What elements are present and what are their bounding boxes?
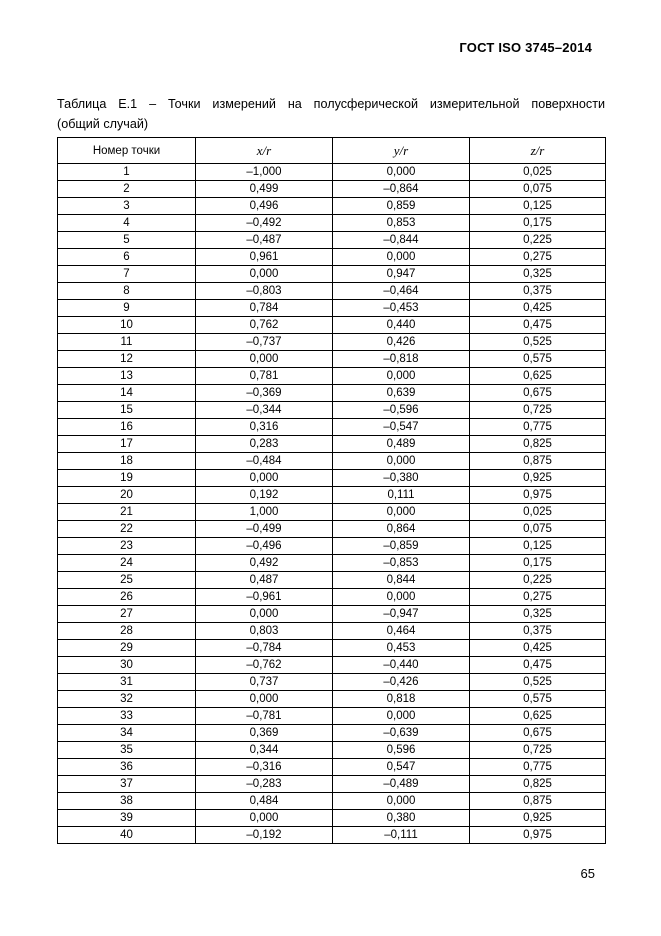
y-r-cell: 0,818 (333, 691, 470, 708)
y-r-cell: –0,864 (333, 181, 470, 198)
x-r-cell: 0,000 (196, 351, 333, 368)
point-number-cell: 15 (58, 402, 196, 419)
x-r-cell: –0,762 (196, 657, 333, 674)
table-row (58, 385, 606, 402)
y-r-cell: –0,596 (333, 402, 470, 419)
y-r-cell: 0,000 (333, 164, 470, 181)
z-r-cell: 0,975 (470, 487, 606, 504)
y-r-cell: 0,000 (333, 453, 470, 470)
x-r-cell: –0,316 (196, 759, 333, 776)
z-r-cell: 0,775 (470, 419, 606, 436)
z-r-cell: 0,075 (470, 521, 606, 538)
y-r-cell: –0,853 (333, 555, 470, 572)
table-row (58, 674, 606, 691)
point-number-cell: 25 (58, 572, 196, 589)
table-row (58, 504, 606, 521)
x-r-cell: –0,283 (196, 776, 333, 793)
point-number-cell: 8 (58, 283, 196, 300)
table-row (58, 419, 606, 436)
z-r-cell: 0,925 (470, 470, 606, 487)
point-number-cell: 31 (58, 674, 196, 691)
x-r-cell: 0,000 (196, 606, 333, 623)
column-header-point-number: Номер точки (58, 138, 196, 164)
z-r-cell: 0,675 (470, 725, 606, 742)
point-number-cell: 34 (58, 725, 196, 742)
y-r-cell: 0,489 (333, 436, 470, 453)
table-row (58, 606, 606, 623)
z-r-cell: 0,675 (470, 385, 606, 402)
table-row (58, 776, 606, 793)
table-row (58, 487, 606, 504)
table-header-row (58, 138, 606, 164)
y-r-cell: 0,596 (333, 742, 470, 759)
point-number-cell: 33 (58, 708, 196, 725)
z-r-cell: 0,775 (470, 759, 606, 776)
standard-header: ГОСТ ISO 3745–2014 (459, 40, 592, 55)
z-r-cell: 0,525 (470, 674, 606, 691)
table-row (58, 793, 606, 810)
point-number-cell: 28 (58, 623, 196, 640)
y-r-cell: –0,464 (333, 283, 470, 300)
table-row (58, 317, 606, 334)
x-r-cell: –0,487 (196, 232, 333, 249)
x-r-cell: 0,762 (196, 317, 333, 334)
table-row (58, 640, 606, 657)
table-row (58, 198, 606, 215)
table-row (58, 300, 606, 317)
z-r-cell: 0,875 (470, 453, 606, 470)
z-r-cell: 0,725 (470, 742, 606, 759)
x-r-cell: –0,369 (196, 385, 333, 402)
x-r-cell: –1,000 (196, 164, 333, 181)
x-r-cell: 0,496 (196, 198, 333, 215)
z-r-cell: 0,625 (470, 708, 606, 725)
x-r-cell: 0,316 (196, 419, 333, 436)
z-r-cell: 0,175 (470, 215, 606, 232)
table-row (58, 266, 606, 283)
y-r-cell: 0,864 (333, 521, 470, 538)
y-r-cell: –0,380 (333, 470, 470, 487)
table-row (58, 283, 606, 300)
point-number-cell: 11 (58, 334, 196, 351)
x-r-cell: –0,492 (196, 215, 333, 232)
table-row (58, 470, 606, 487)
table-row (58, 657, 606, 674)
x-r-cell: 0,000 (196, 266, 333, 283)
x-r-cell: 0,492 (196, 555, 333, 572)
point-number-cell: 39 (58, 810, 196, 827)
point-number-cell: 30 (58, 657, 196, 674)
y-r-cell: 0,111 (333, 487, 470, 504)
point-number-cell: 20 (58, 487, 196, 504)
z-r-cell: 0,975 (470, 827, 606, 844)
z-r-cell: 0,725 (470, 402, 606, 419)
point-number-cell: 26 (58, 589, 196, 606)
z-r-cell: 0,425 (470, 640, 606, 657)
x-r-cell: 0,961 (196, 249, 333, 266)
point-number-cell: 32 (58, 691, 196, 708)
measurement-points-table (57, 137, 606, 844)
point-number-cell: 40 (58, 827, 196, 844)
x-r-cell: –0,803 (196, 283, 333, 300)
table-row (58, 589, 606, 606)
point-number-cell: 27 (58, 606, 196, 623)
z-r-cell: 0,475 (470, 317, 606, 334)
point-number-cell: 37 (58, 776, 196, 793)
y-r-cell: 0,859 (333, 198, 470, 215)
column-header-y-r: y/r (333, 138, 470, 164)
table-row (58, 742, 606, 759)
table-row (58, 334, 606, 351)
point-number-cell: 10 (58, 317, 196, 334)
table-row (58, 827, 606, 844)
point-number-cell: 23 (58, 538, 196, 555)
y-r-cell: 0,380 (333, 810, 470, 827)
point-number-cell: 36 (58, 759, 196, 776)
z-r-cell: 0,375 (470, 623, 606, 640)
point-number-cell: 35 (58, 742, 196, 759)
z-r-cell: 0,525 (470, 334, 606, 351)
z-r-cell: 0,425 (470, 300, 606, 317)
y-r-cell: 0,639 (333, 385, 470, 402)
point-number-cell: 19 (58, 470, 196, 487)
y-r-cell: 0,453 (333, 640, 470, 657)
y-r-cell: 0,000 (333, 249, 470, 266)
table-caption-continuation: (общий случай) (57, 117, 149, 131)
z-r-cell: 0,275 (470, 589, 606, 606)
x-r-cell: 0,192 (196, 487, 333, 504)
x-r-cell: –0,484 (196, 453, 333, 470)
point-number-cell: 2 (58, 181, 196, 198)
z-r-cell: 0,575 (470, 351, 606, 368)
x-r-cell: 0,283 (196, 436, 333, 453)
x-r-cell: –0,499 (196, 521, 333, 538)
point-number-cell: 3 (58, 198, 196, 215)
column-header-z-r: z/r (470, 138, 606, 164)
table-body (58, 164, 606, 844)
x-r-cell: 0,000 (196, 691, 333, 708)
x-r-cell: 0,369 (196, 725, 333, 742)
y-r-cell: 0,000 (333, 589, 470, 606)
z-r-cell: 0,125 (470, 198, 606, 215)
point-number-cell: 9 (58, 300, 196, 317)
y-r-cell: –0,453 (333, 300, 470, 317)
table-row (58, 759, 606, 776)
x-r-cell: –0,192 (196, 827, 333, 844)
z-r-cell: 0,825 (470, 776, 606, 793)
y-r-cell: –0,489 (333, 776, 470, 793)
table-row (58, 249, 606, 266)
x-r-cell: 0,484 (196, 793, 333, 810)
point-number-cell: 7 (58, 266, 196, 283)
y-r-cell: 0,547 (333, 759, 470, 776)
z-r-cell: 0,375 (470, 283, 606, 300)
y-r-cell: 0,000 (333, 793, 470, 810)
table-row (58, 232, 606, 249)
table-row (58, 572, 606, 589)
table-row (58, 436, 606, 453)
point-number-cell: 21 (58, 504, 196, 521)
x-r-cell: 0,784 (196, 300, 333, 317)
table-row (58, 725, 606, 742)
x-r-cell: 0,000 (196, 470, 333, 487)
table-row (58, 402, 606, 419)
z-r-cell: 0,475 (470, 657, 606, 674)
y-r-cell: –0,426 (333, 674, 470, 691)
y-r-cell: –0,947 (333, 606, 470, 623)
z-r-cell: 0,225 (470, 572, 606, 589)
table-row (58, 164, 606, 181)
point-number-cell: 6 (58, 249, 196, 266)
z-r-cell: 0,575 (470, 691, 606, 708)
table-row (58, 181, 606, 198)
y-r-cell: –0,639 (333, 725, 470, 742)
column-header-x-r: x/r (196, 138, 333, 164)
x-r-cell: 0,344 (196, 742, 333, 759)
x-r-cell: 0,499 (196, 181, 333, 198)
table-row (58, 538, 606, 555)
x-r-cell: 0,487 (196, 572, 333, 589)
point-number-cell: 24 (58, 555, 196, 572)
point-number-cell: 22 (58, 521, 196, 538)
x-r-cell: –0,961 (196, 589, 333, 606)
y-r-cell: –0,547 (333, 419, 470, 436)
y-r-cell: –0,818 (333, 351, 470, 368)
x-r-cell: 0,000 (196, 810, 333, 827)
y-r-cell: –0,844 (333, 232, 470, 249)
y-r-cell: 0,000 (333, 708, 470, 725)
table-caption: Таблица Е.1 – Точки измерений на полусферической измерительной поверхности (57, 97, 605, 111)
y-r-cell: 0,000 (333, 504, 470, 521)
y-r-cell: 0,000 (333, 368, 470, 385)
table-row (58, 708, 606, 725)
z-r-cell: 0,025 (470, 164, 606, 181)
z-r-cell: 0,225 (470, 232, 606, 249)
table-row (58, 215, 606, 232)
point-number-cell: 38 (58, 793, 196, 810)
table-row (58, 691, 606, 708)
z-r-cell: 0,075 (470, 181, 606, 198)
z-r-cell: 0,325 (470, 266, 606, 283)
table-row (58, 810, 606, 827)
point-number-cell: 1 (58, 164, 196, 181)
y-r-cell: 0,947 (333, 266, 470, 283)
y-r-cell: 0,853 (333, 215, 470, 232)
x-r-cell: 0,803 (196, 623, 333, 640)
y-r-cell: 0,440 (333, 317, 470, 334)
table-row (58, 555, 606, 572)
z-r-cell: 0,275 (470, 249, 606, 266)
table-row (58, 351, 606, 368)
z-r-cell: 0,625 (470, 368, 606, 385)
x-r-cell: –0,737 (196, 334, 333, 351)
y-r-cell: –0,859 (333, 538, 470, 555)
x-r-cell: –0,784 (196, 640, 333, 657)
point-number-cell: 12 (58, 351, 196, 368)
point-number-cell: 13 (58, 368, 196, 385)
y-r-cell: –0,111 (333, 827, 470, 844)
table-row (58, 368, 606, 385)
y-r-cell: –0,440 (333, 657, 470, 674)
table-row (58, 623, 606, 640)
z-r-cell: 0,175 (470, 555, 606, 572)
point-number-cell: 17 (58, 436, 196, 453)
x-r-cell: –0,496 (196, 538, 333, 555)
y-r-cell: 0,426 (333, 334, 470, 351)
point-number-cell: 14 (58, 385, 196, 402)
x-r-cell: 0,781 (196, 368, 333, 385)
z-r-cell: 0,825 (470, 436, 606, 453)
x-r-cell: 1,000 (196, 504, 333, 521)
point-number-cell: 29 (58, 640, 196, 657)
x-r-cell: –0,781 (196, 708, 333, 725)
x-r-cell: –0,344 (196, 402, 333, 419)
y-r-cell: 0,464 (333, 623, 470, 640)
z-r-cell: 0,025 (470, 504, 606, 521)
point-number-cell: 5 (58, 232, 196, 249)
z-r-cell: 0,125 (470, 538, 606, 555)
y-r-cell: 0,844 (333, 572, 470, 589)
page-number: 65 (580, 866, 595, 881)
z-r-cell: 0,325 (470, 606, 606, 623)
point-number-cell: 18 (58, 453, 196, 470)
table-row (58, 521, 606, 538)
z-r-cell: 0,875 (470, 793, 606, 810)
table-row (58, 453, 606, 470)
point-number-cell: 16 (58, 419, 196, 436)
point-number-cell: 4 (58, 215, 196, 232)
z-r-cell: 0,925 (470, 810, 606, 827)
x-r-cell: 0,737 (196, 674, 333, 691)
